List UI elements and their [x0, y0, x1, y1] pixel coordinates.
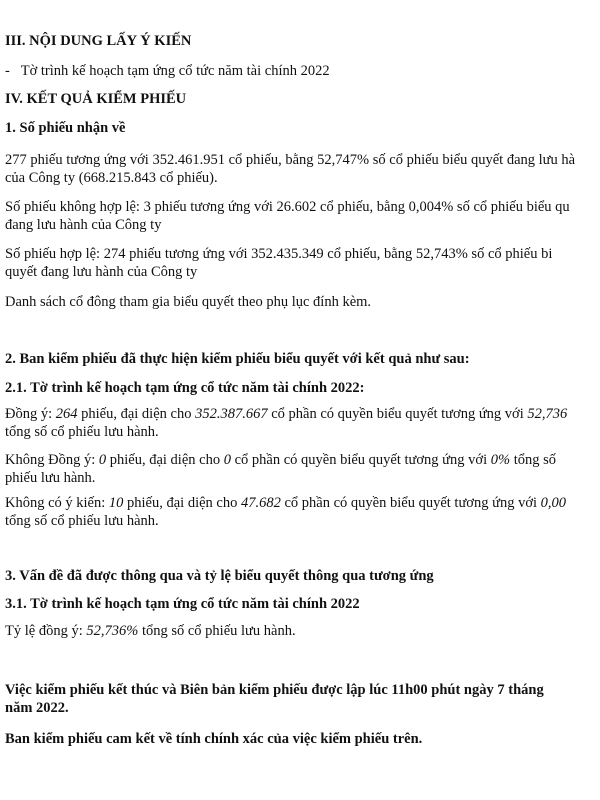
disagree-shares: 0 — [223, 452, 231, 468]
subsection-3-heading: 3. Vấn đề đã được thông qua và tỷ lệ biểu quyết thông qua tương ứng — [5, 568, 434, 584]
section-3-heading: III. NỘI DUNG LẤY Ý KIẾN — [5, 33, 192, 49]
no-opinion-votes: 10 — [108, 495, 124, 511]
no-opinion-line-2: tổng số cổ phiếu lưu hành. — [5, 513, 159, 529]
no-opinion-text-2: cổ phần có quyền biểu quyết tương ứng với — [280, 495, 541, 511]
agree-percent: 52,736 — [527, 406, 568, 422]
disagree-votes: 0 — [98, 452, 107, 468]
disagree-percent: 0% — [490, 452, 511, 468]
invalid-votes-line-2: đang lưu hành của Công ty — [5, 217, 162, 233]
subsection-1-heading: 1. Số phiếu nhận về — [5, 120, 126, 136]
disagree-label: Không Đồng ý: — [5, 452, 99, 468]
agree-text-1: phiếu, đại diện cho — [77, 406, 196, 422]
received-votes-line-1: 277 phiếu tương ứng với 352.461.951 cổ phiếu, bằng 52,747% số cổ phiếu biểu quyết đang lưu hà — [5, 152, 576, 168]
disagree-text-2: cổ phần có quyền biểu quyết tương ứng với — [230, 452, 491, 468]
list-item-text: Tờ trình kế hoạch tạm ứng cổ tức năm tài chính 2022 — [20, 63, 330, 79]
subsection-3-1-heading: 3.1. Tờ trình kế hoạch tạm ứng cổ tức năm tài chính 2022 — [5, 596, 360, 612]
closing-line-1: Việc kiểm phiếu kết thúc và Biên bản kiểm phiếu được lập lúc 11h00 phút ngày 7 tháng — [5, 682, 544, 698]
valid-votes-line-1: Số phiếu hợp lệ: 274 phiếu tương ứng với 352.435.349 cổ phiếu, bằng 52,743% số cổ phiếu bi — [5, 246, 553, 262]
disagree-text-1: phiếu, đại diện cho — [106, 452, 224, 468]
no-opinion-percent: 0,00 — [540, 495, 567, 511]
no-opinion-shares: 47.682 — [241, 495, 281, 511]
section-4-heading: IV. KẾT QUẢ KIỂM PHIẾU — [5, 91, 187, 107]
agree-line-2: tổng số cổ phiếu lưu hành. — [5, 424, 159, 440]
approval-ratio — [5, 622, 296, 640]
closing-line-3: Ban kiểm phiếu cam kết về tính chính xác của việc kiểm phiếu trên. — [5, 731, 423, 747]
list-bullet: - — [5, 63, 10, 79]
attachment-note: Danh sách cổ đông tham gia biểu quyết theo phụ lục đính kèm. — [5, 294, 372, 310]
disagree-line-2: phiếu lưu hành. — [5, 470, 96, 486]
subsection-2-heading: 2. Ban kiểm phiếu đã thực hiện kiểm phiếu biểu quyết với kết quả như sau: — [5, 351, 470, 367]
no-opinion-label: Không có ý kiến: — [5, 495, 109, 511]
received-votes-line-2: của Công ty (668.215.843 cổ phiếu). — [5, 170, 218, 186]
no-opinion-text-1: phiếu, đại diện cho — [123, 495, 241, 511]
agree-line-1 — [5, 405, 567, 423]
agree-label: Đồng ý: — [5, 406, 56, 422]
closing-line-2: năm 2022. — [5, 700, 69, 716]
approval-ratio-tail: tổng số cổ phiếu lưu hành. — [138, 623, 296, 639]
valid-votes-line-2: quyết đang lưu hành của Công ty — [5, 264, 198, 280]
disagree-text-3: tổng số — [510, 452, 557, 468]
invalid-votes-line-1: Số phiếu không hợp lệ: 3 phiếu tương ứng với 26.602 cổ phiếu, bằng 0,004% số cổ phiếu biểu qu — [5, 199, 570, 215]
disagree-line-1 — [5, 451, 556, 469]
agree-votes: 264 — [55, 406, 78, 422]
subsection-2-1-heading: 2.1. Tờ trình kế hoạch tạm ứng cổ tức năm tài chính 2022: — [5, 380, 365, 396]
agree-text-2: cổ phần có quyền biểu quyết tương ứng với — [267, 406, 528, 422]
approval-ratio-value: 52,736% — [86, 623, 139, 639]
section-3-item — [5, 62, 330, 80]
agree-shares: 352.387.667 — [195, 406, 268, 422]
no-opinion-line-1 — [5, 494, 566, 512]
approval-ratio-label: Tỷ lệ đồng ý: — [5, 623, 87, 639]
